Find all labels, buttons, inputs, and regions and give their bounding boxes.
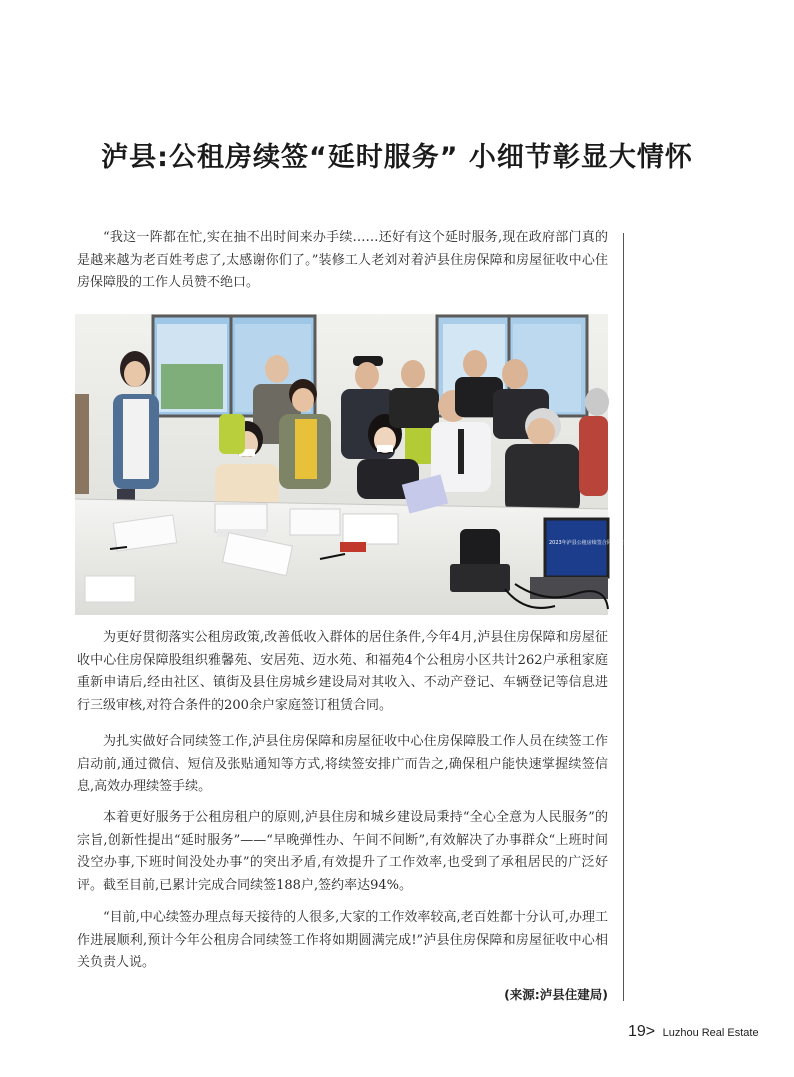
article-source: (来源:泸县住建局) xyxy=(504,987,608,1002)
paragraph-1: “我这一阵都在忙,实在抽不出时间来办手续……还好有这个延时服务,现在政府部门真的是越来越为老百姓考虑了,太感谢你们了。”装修工人老刘对着泸县住房保障和房屋征收中心住房保障股的工作人员赞不绝口。 xyxy=(77,230,608,290)
paragraph-3: 为扎实做好合同续签工作,泸县住房保障和房屋征收中心住房保障股工作人员在续签工作启动前,通过微信、短信及张贴通知等方式,将续签安排广而告之,确保租户能快速掌握续签信息,高效办理续签手续。 xyxy=(77,734,608,794)
page-footer xyxy=(628,1023,759,1041)
article-title: 泸县:公租房续签“延时服务” 小细节彰显大情怀 xyxy=(101,142,693,173)
column-rule xyxy=(623,233,624,1001)
publication-name: Luzhou Real Estate xyxy=(662,1027,759,1039)
page-number: 19 xyxy=(628,1023,646,1040)
paragraph-5: “目前,中心续签办理点每天接待的人很多,大家的工作效率较高,老百姓都十分认可,办理工作进展顺利,预计今年公租房合同续签工作将如期圆满完成!”泸县住房保障和房屋征收中心相关负责人说。 xyxy=(77,910,608,970)
paragraph-2: 为更好贯彻落实公租房政策,改善低收入群体的居住条件,今年4月,泸县住房保障和房屋征收中心住房保障股组织雅馨苑、安居苑、迈水苑、和福苑4个公租房小区共计262户承租家庭重新申请后,经由社区、镇街及县住房城乡建设局对其收入、不动产登记、车辆登记等信息进行三级审核,对符合条件的200余户家庭签订租赁合同。 xyxy=(77,630,608,713)
page-marker: > xyxy=(645,1023,656,1040)
paragraph-4: 本着更好服务于公租房租户的原则,泸县住房和城乡建设局秉持“全心全意为人民服务”的宗旨,创新性提出“延时服务”——“早晚弹性办、午间不间断”,有效解决了办事群众“上班时间没空办事,下班时间没处办事”的突出矛盾,有效提升了工作效率,也受到了承租居民的广泛好评。截至目前,已累计完成合同续签188户,签约率达94%。 xyxy=(77,810,608,893)
article-photo xyxy=(75,314,632,615)
laptop xyxy=(530,519,632,599)
laptop-screen-text: 2023年泸县公租房续签合同签订现场 xyxy=(549,540,632,546)
